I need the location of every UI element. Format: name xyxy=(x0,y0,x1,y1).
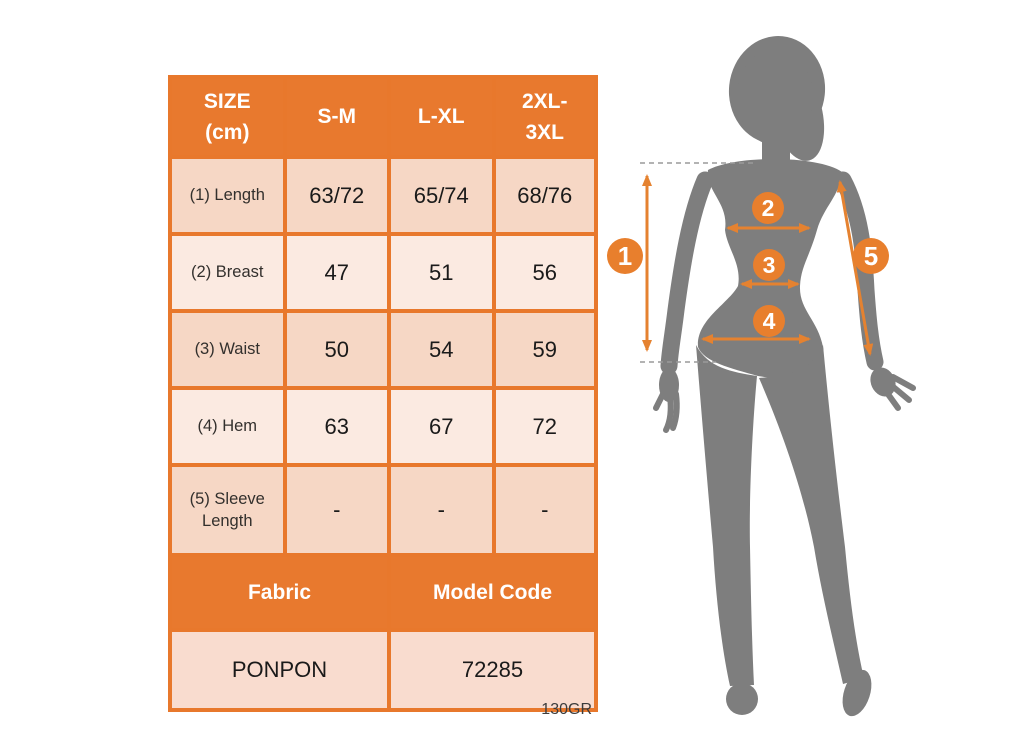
row-label-breast: (2) Breast xyxy=(172,236,283,309)
row-label-sleeve: (5) Sleeve Length xyxy=(172,467,283,553)
table-footer-value-row xyxy=(172,632,594,708)
marker-label-3: 3 xyxy=(762,252,776,278)
cell-length-sm: 63/72 xyxy=(287,159,387,232)
marker-label-5: 5 xyxy=(863,241,879,271)
table-row-hem xyxy=(172,390,594,463)
header-cell-lxl xyxy=(391,79,491,155)
header-cell-size xyxy=(172,79,283,155)
table-row-length xyxy=(172,159,594,232)
header-2xl-line2: 3XL xyxy=(525,121,564,144)
header-2xl-line1: 2XL- xyxy=(521,89,568,113)
table-row-breast xyxy=(172,236,594,309)
marker-label-4: 4 xyxy=(762,308,776,334)
cell-length-2xl3xl: 68/76 xyxy=(496,159,595,232)
cell-hem-sm: 63 xyxy=(287,390,387,463)
header-cell-2xl3xl xyxy=(496,79,595,155)
cell-waist-sm: 50 xyxy=(287,313,387,386)
header-cell-sm xyxy=(287,79,387,155)
cell-breast-sm: 47 xyxy=(287,236,387,309)
measurement-diagram xyxy=(600,0,1024,748)
fabric-header-cell: Fabric xyxy=(172,557,387,628)
row-label-length: (1) Length xyxy=(172,159,283,232)
table-row-waist xyxy=(172,313,594,386)
fabric-value-cell: PONPON xyxy=(172,632,387,708)
cell-hem-2xl3xl: 72 xyxy=(496,390,595,463)
marker-label-1: 1 xyxy=(617,241,633,271)
header-lxl-label: L-XL xyxy=(417,105,465,129)
cell-length-lxl: 65/74 xyxy=(391,159,491,232)
cell-waist-lxl: 54 xyxy=(391,313,491,386)
row-label-hem: (4) Hem xyxy=(172,390,283,463)
body-silhouette-icon xyxy=(656,31,913,720)
cell-sleeve-lxl: - xyxy=(391,467,491,553)
cell-breast-2xl3xl: 56 xyxy=(496,236,595,309)
marker-label-2: 2 xyxy=(761,195,775,221)
model-code-header-cell: Model Code xyxy=(391,557,594,628)
header-sm-label: S-M xyxy=(317,105,357,129)
table-footer-header-row xyxy=(172,557,594,628)
table-row-sleeve xyxy=(172,467,594,553)
cell-sleeve-2xl3xl: - xyxy=(496,467,595,553)
weight-note: 130GR xyxy=(541,701,592,718)
cell-waist-2xl3xl: 59 xyxy=(496,313,595,386)
table-header-row xyxy=(172,79,594,155)
cell-hem-lxl: 67 xyxy=(391,390,491,463)
model-code-value-cell: 72285 xyxy=(391,632,594,708)
cell-breast-lxl: 51 xyxy=(391,236,491,309)
size-chart-table xyxy=(168,75,598,712)
header-size-line2: (cm) xyxy=(205,121,250,144)
cell-sleeve-sm: - xyxy=(287,467,387,553)
header-size-line1: SIZE xyxy=(203,89,251,113)
row-label-waist: (3) Waist xyxy=(172,313,283,386)
